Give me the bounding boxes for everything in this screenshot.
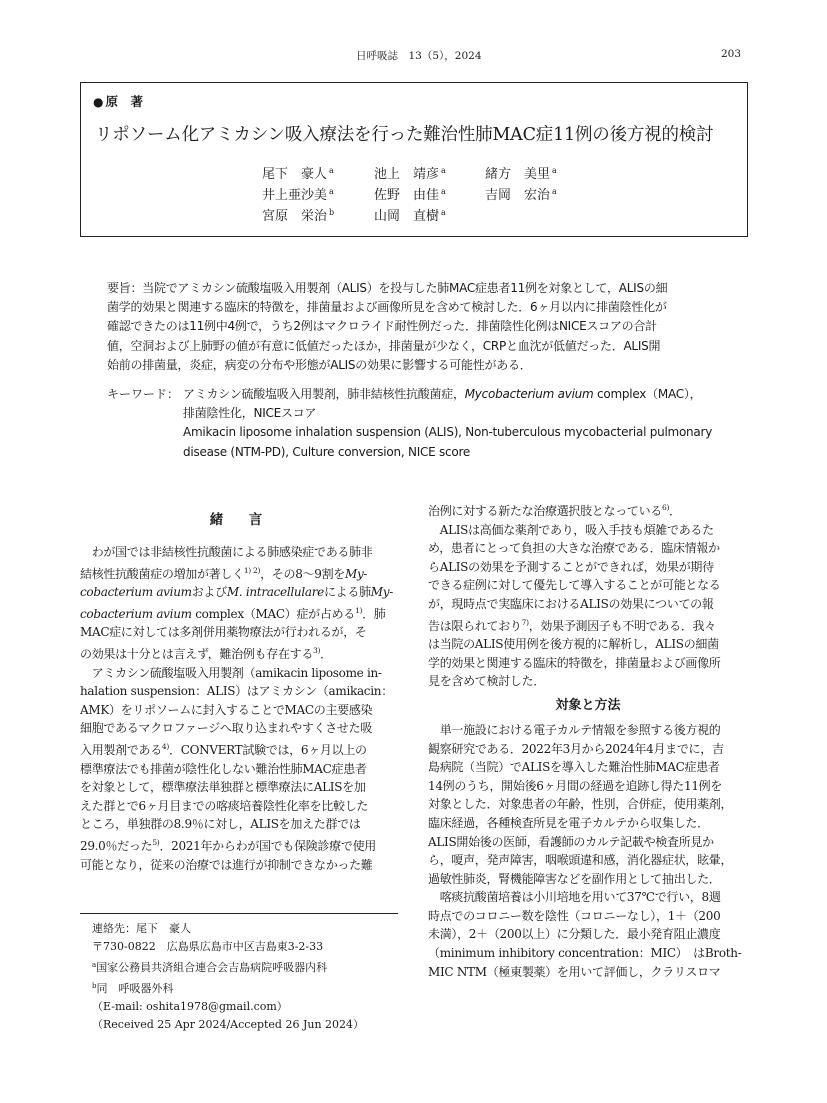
author-row	[262, 184, 592, 205]
footnote-line: $^a$国家公務員共済組合連合会吉島病院呼吸器内科	[92, 961, 328, 974]
body-line: 標準療法でも排菌が陰性化しない難治性肺MAC症患者	[80, 761, 367, 776]
footnote-line: 連絡先：尾下 豪人	[92, 922, 191, 935]
page-number: 203	[721, 48, 742, 60]
author-row	[262, 205, 592, 226]
body-line: 時点でのコロニー数を陰性（コロニーなし），1＋（200	[428, 908, 721, 923]
body-line: ALISは高価な薬剤であり，吸入手技も煩雑であるた	[428, 522, 714, 537]
body-line: MAC症に対しては多剤併用薬物療法が行われるが，そ	[80, 625, 367, 640]
abstract-line: 要旨：当院でアミカシン硫酸塩吸入用製剤（ALIS）を投与した肺MAC症患者11例を対象として，ALISの細	[107, 281, 668, 295]
author-list	[262, 163, 592, 226]
article-type	[93, 92, 143, 110]
body-line: 結核性抗酸菌症の増加が著しく$^{1) 2)}$，その8～9割をMy-	[80, 565, 368, 581]
author: 池上 靖彦 $^a$	[374, 166, 446, 182]
keywords-label: キーワード：	[107, 387, 180, 401]
footnote-email: （E-mail: oshita1978@gmail.com）	[92, 1000, 288, 1013]
body-line: 学的効果と関連する臨床的特徴を，排菌量および画像所	[428, 655, 721, 670]
body-line: 29.0％だった$^{5)}$．2021年からわが国でも保険診療で使用	[80, 837, 376, 853]
body-line: が，現時点で実臨床におけるALISの効果についての報	[428, 596, 714, 611]
body-line: め，患者にとって負担の大きな治療である．臨床情報か	[428, 541, 720, 556]
author: 尾下 豪人 $^a$	[262, 166, 334, 182]
right-column	[428, 499, 748, 981]
body-line: 対象とした．対象患者の年齢，性別，合併症，使用薬剤，	[428, 797, 733, 812]
body-line: ら，嗄声，発声障害，咽喉頭違和感，消化器症状，眩暈，	[428, 853, 733, 868]
author: 井上亜沙美 $^a$	[262, 187, 334, 203]
article-type-label: 原 著	[105, 94, 143, 109]
body-line: アミカシン硫酸塩吸入用製剤（amikacin liposome in-	[80, 665, 382, 680]
body-line: らALISの効果を予測することができれば，効果が期待	[428, 559, 714, 574]
body-line: ところ，単独群の8.9％に対し，ALISを加えた群では	[80, 817, 361, 832]
author-row	[262, 163, 592, 184]
body-line: 島病院（当院）でALISを導入した難治性肺MAC症患者	[428, 760, 720, 775]
body-line: 臨床経過，各種検査所見を電子カルテから収集した．	[428, 815, 709, 830]
keywords-line-en: disease (NTM-PD), Culture conversion, NICE score	[183, 444, 471, 459]
body-line: えた群とで6ヶ月目までの喀痰培養陰性化率を比較した	[80, 798, 369, 813]
body-line: ALIS開始後の医師，看護師のカルテ記載や検査所見か	[428, 834, 714, 849]
section-heading-methods: 対象と方法	[555, 697, 621, 713]
body-line: 14例のうち，開始後6ヶ月間の経過を追跡し得た11例を	[428, 778, 723, 793]
author: 山岡 直樹 $^a$	[374, 208, 446, 224]
left-column	[80, 505, 398, 874]
abstract-line: 確認できたのは11例中4例で，うち2例はマクロライド耐性例だった．排菌陰性化例はNICEスコアの合計	[107, 319, 657, 334]
footnote-dates: （Received 25 Apr 2024/Accepted 26 Jun 2024）	[92, 1018, 365, 1031]
body-line: 可能となり，従来の治療では進行が抑制できなかった難	[80, 857, 373, 872]
section-heading-introduction: 緒 言	[209, 512, 269, 528]
keywords-list	[183, 385, 743, 462]
body-line: できる症例に対して優先して導入することが可能となる	[428, 578, 721, 593]
body-line: 細胞であるマクロファージへ取り込まれやすくさせた吸	[80, 721, 373, 736]
body-line: 見を含めて検討した．	[428, 674, 546, 689]
body-line: は当院のALIS使用例を後方視的に解析し，ALISの細菌	[428, 637, 719, 652]
body-line: AMK）をリポソームに封入することでMACの主要感染	[80, 702, 373, 717]
correspondence-footnote	[80, 913, 398, 1034]
abstract-line: 始前の排菌量，炎症，病変の分布や形態がALISの効果に影響する可能性がある．	[107, 357, 532, 372]
body-line: 観察研究である．2022年3月から2024年4月までに，吉	[428, 741, 724, 756]
abstract-line: 値，空洞および上肺野の値が有意に低値だったほか，排菌量が少なく，CRPと血沈が低値だった．ALIS開	[107, 338, 661, 353]
body-line: MIC NTM（極東製薬）を用いて評価し，クラリスロマ	[428, 964, 721, 979]
body-line: cobacterium aviumおよびM. intracellulareによる肺My-	[80, 585, 394, 600]
footnote-line: $^b$同 呼吸器外科	[92, 982, 174, 995]
author: 宮原 栄治 $^b$	[262, 208, 335, 224]
body-line: halation suspension：ALIS）はアミカシン（amikacin：	[80, 684, 393, 699]
body-line: 過敏性肺炎，腎機能障害などを副作用として抽出した．	[428, 871, 721, 886]
author: 佐野 由佳 $^a$	[374, 187, 446, 203]
body-line: （minimum inhibitory concentration：MIC） はBroth-	[428, 946, 742, 961]
body-line: 単一施設における電子カルテ情報を参照する後方視的	[428, 722, 721, 737]
body-line: 喀痰抗酸菌培養は小川培地を用いて37℃で行い，8週	[428, 890, 721, 905]
abstract	[107, 279, 725, 375]
title-box	[80, 82, 748, 237]
body-line: 告は限られており$^{7)}$，効果予測因子も不明である．我々	[428, 617, 716, 633]
body-line: cobacterium avium complex（MAC）症が占める$^{1)}$．肺	[80, 605, 386, 621]
author: 吉岡 宏治 $^a$	[485, 187, 557, 203]
bullet-icon: ●	[93, 95, 104, 109]
footnote-line: 〒730-0822 広島県広島市中区吉島東3-2-33	[92, 940, 324, 953]
body-line: を対象として，標準療法単独群と標準療法にALISを加	[80, 780, 366, 795]
body-line: 治例に対する新たな治療選択肢となっている$^{6)}$．	[428, 503, 681, 518]
body-line: 未満），2＋（200以上）に分類した．最小発育阻止濃度	[428, 927, 721, 942]
keywords-line: アミカシン硫酸塩吸入用製剤，肺非結核性抗酸菌症，Mycobacterium avium complex（MAC），	[183, 387, 702, 401]
keywords-line-en: Amikacin liposome inhalation suspension (ALIS), Non-tuberculous mycobacterial pulmonary	[183, 425, 713, 440]
body-line: の効果は十分とは言えず，難治例も存在する$^{3)}$．	[80, 645, 332, 661]
body-line: わが国では非結核性抗酸菌による肺感染症である肺非	[80, 545, 373, 559]
body-line: 入用製剤である$^{4)}$．CONVERT試験では，6ヶ月以上の	[80, 741, 367, 757]
paper-title: リポソーム化アミカシン吸入療法を行った難治性肺MAC症11例の後方視的検討	[95, 125, 714, 145]
keywords-line: 排菌陰性化，NICEスコア	[183, 406, 317, 421]
abstract-line: 菌学的効果と関連する臨床的特徴を，排菌量および画像所見を含めて検討した．6ヶ月以内に排菌陰性化が	[107, 300, 667, 315]
journal-citation: 日呼吸誌 13（5），2024	[356, 50, 482, 62]
author: 緒方 美里 $^a$	[485, 166, 557, 182]
